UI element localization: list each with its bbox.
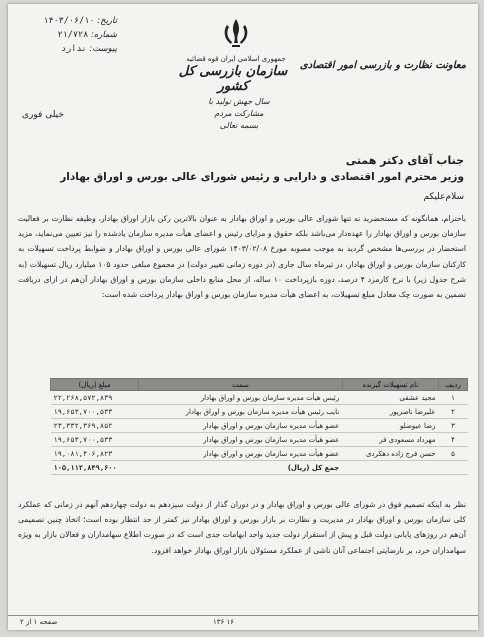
page-number: صفحه ۱ از ۲ — [20, 618, 58, 626]
number-row — [22, 28, 117, 42]
row-index: ۴ — [439, 433, 468, 447]
row-role: عضو هیأت مدیره سازمان بورس و اوراق بهادار — [139, 433, 342, 447]
row-amount: ۱۹,۶۵۳,۷۰۰,۵۳۳ — [51, 433, 139, 447]
row-role: عضو هیأت مدیره سازمان بورس و اوراق بهادار — [139, 447, 342, 461]
row-amount: ۱۹,۰۸۱,۴۰۶,۸۲۳ — [51, 447, 139, 461]
table-header-row — [51, 379, 468, 391]
table-row — [51, 419, 468, 433]
row-index: ۳ — [439, 419, 468, 433]
header-amount: مبلغ (ریال) — [51, 379, 139, 391]
header-index: ردیف — [439, 379, 468, 391]
addressee-name: جناب آقای دکتر همتی — [345, 154, 464, 167]
table-total-row — [51, 461, 468, 475]
attachment-row — [22, 42, 117, 56]
row-index: ۱ — [439, 391, 468, 405]
table-row — [51, 391, 468, 405]
total-value: ۱۰۵,۱۱۲,۸۴۹,۶۰۰ — [51, 461, 139, 475]
body-text: باحترام، همانگونه که مستحضرید نه تنها شورای عالی بورس و اوراق بهادار به عنوان بالاترین رکن بازار اوراق بهادار، وظیفه نظارت بر فعالیت سازمان بورس و اوراق بهادار را عهده‌دار می‌باشد بلکه حقوق و مزایای رئیس و اعضای هیأت مدیره سازمان یادشده را نیز تعیین می‌نماید، مزید استحضار در بررسی‌ها مشخص گردید به موجب مصوبه مورخ ۱۴۰۳/۰۲/۰۸ شورای عالی بورس و اوراق بهادار و ضوابط پرداخت تسهیلات به کارکنان سازمان بورس و اوراق بهادار، در تیرماه سال جاری (در دوره زمانی تغییر دولت) در مجموع مبلغی حدود ۱۰۵ میلیارد ریال تسهیلات (به شرح جدول زیر) با نرخ کارمزد ۴ درصد، دوره بازپرداخت ۱۰ ساله، از محل منابع داخلی سازمان بورس و اوراق بهادار آن‌هم در ازای دریافت تضمین به صورت چک معادل مبلغ تسهیلات، به اعضای هیأت مدیره سازمان بورس و اوراق بهادار پرداخت شده است: — [18, 214, 467, 300]
classification-label: خیلی فوری — [22, 110, 64, 120]
row-name: رضا عیوضلو — [342, 419, 438, 433]
number-value: ۲۱/۷۲۸ — [57, 30, 89, 40]
iran-emblem-icon — [213, 16, 259, 54]
page-footer — [8, 615, 478, 630]
attachment-label: پیوست: — [89, 44, 117, 54]
date-value: ۱۴۰۳/۰۶/۱۰ — [43, 16, 95, 26]
date-label: تاریخ: — [97, 16, 117, 26]
ministry-name: جمهوری اسلامی ایران قوه قضائیه — [186, 55, 286, 63]
closing-text: نظر به اینکه تصمیم فوق در شورای عالی بورس و اوراق بهادار و در دوران گذار از دولت سیزدهم به دولت چهاردهم آنهم در زمانی که عملکرد کلی سازمان بورس و اوراق بهادار در مدیریت و نظارت بر بازار بورس و اوراق بهادار نیز کمتر از حد انتظار بوده است؛ اتخاذ چنین تصمیمی آن‌هم در روزهای پایانی دولت قبل و پیش از استقرار دولت جدید واجد ابهامات جدی است که در صورت اطلاع سهامداران و فعالان بازار به ویژه سهامداران خرد، بر نارضایتی اجتماعی آنان ناشی از عملکرد مسئولان بازار اوراق بهادار خواهد افزود. — [18, 500, 466, 555]
row-amount: ۲۲,۲۶۸,۵۷۲,۸۳۹ — [51, 391, 139, 405]
addressee-title: وزیر محترم امور اقتصادی و دارایی و رئیس شورای عالی بورس و اوراق بهادار — [60, 171, 464, 183]
organization-name: سازمان بازرسی کل کشور — [178, 64, 288, 94]
letter-page — [8, 4, 478, 630]
row-role: نایب رئیس هیأت مدیره سازمان بورس و اوراق بهادار — [139, 405, 342, 419]
row-index: ۵ — [439, 447, 468, 461]
greeting: سلام‌علیکم — [423, 192, 464, 202]
row-amount: ۱۹,۶۵۳,۷۰۰,۵۳۳ — [51, 405, 139, 419]
row-name: مجید عشقی — [342, 391, 438, 405]
row-index: ۲ — [439, 405, 468, 419]
motto-line-2: بسمه تعالی — [219, 121, 259, 130]
attachment-value: ندارد — [61, 44, 87, 54]
table-row — [51, 447, 468, 461]
footer-code: ۱۳۶ ۱۶ — [213, 618, 235, 626]
closing-paragraph — [18, 497, 466, 558]
row-name: مهرداد مسعودی فر — [342, 433, 438, 447]
header-name: نام تسهیلات گیرنده — [342, 379, 438, 391]
row-role: رئیس هیأت مدیره سازمان بورس و اوراق بهادار — [139, 391, 342, 405]
loans-table — [50, 378, 468, 475]
row-amount: ۲۳,۳۳۲,۳۶۹,۸۵۲ — [51, 419, 139, 433]
row-role: عضو هیأت مدیره سازمان بورس و اوراق بهادار — [139, 419, 342, 433]
table-row — [51, 433, 468, 447]
row-name: علیرضا ناصرپور — [342, 405, 438, 419]
body-paragraph — [18, 211, 466, 302]
table-row — [51, 405, 468, 419]
date-row — [22, 14, 117, 28]
total-label: جمع کل (ریال) — [139, 461, 342, 475]
motto-line-1: سال جهش تولید با مشارکت مردم — [208, 97, 270, 118]
row-name: حسن فرج زاده دهکردی — [342, 447, 438, 461]
letter-meta — [22, 14, 117, 56]
header-role: سمت — [139, 379, 342, 391]
department-name: معاونت نظارت و بازرسی امور اقتصادی — [299, 60, 466, 71]
letterhead-motto — [194, 96, 284, 132]
number-label: شماره: — [90, 30, 117, 40]
